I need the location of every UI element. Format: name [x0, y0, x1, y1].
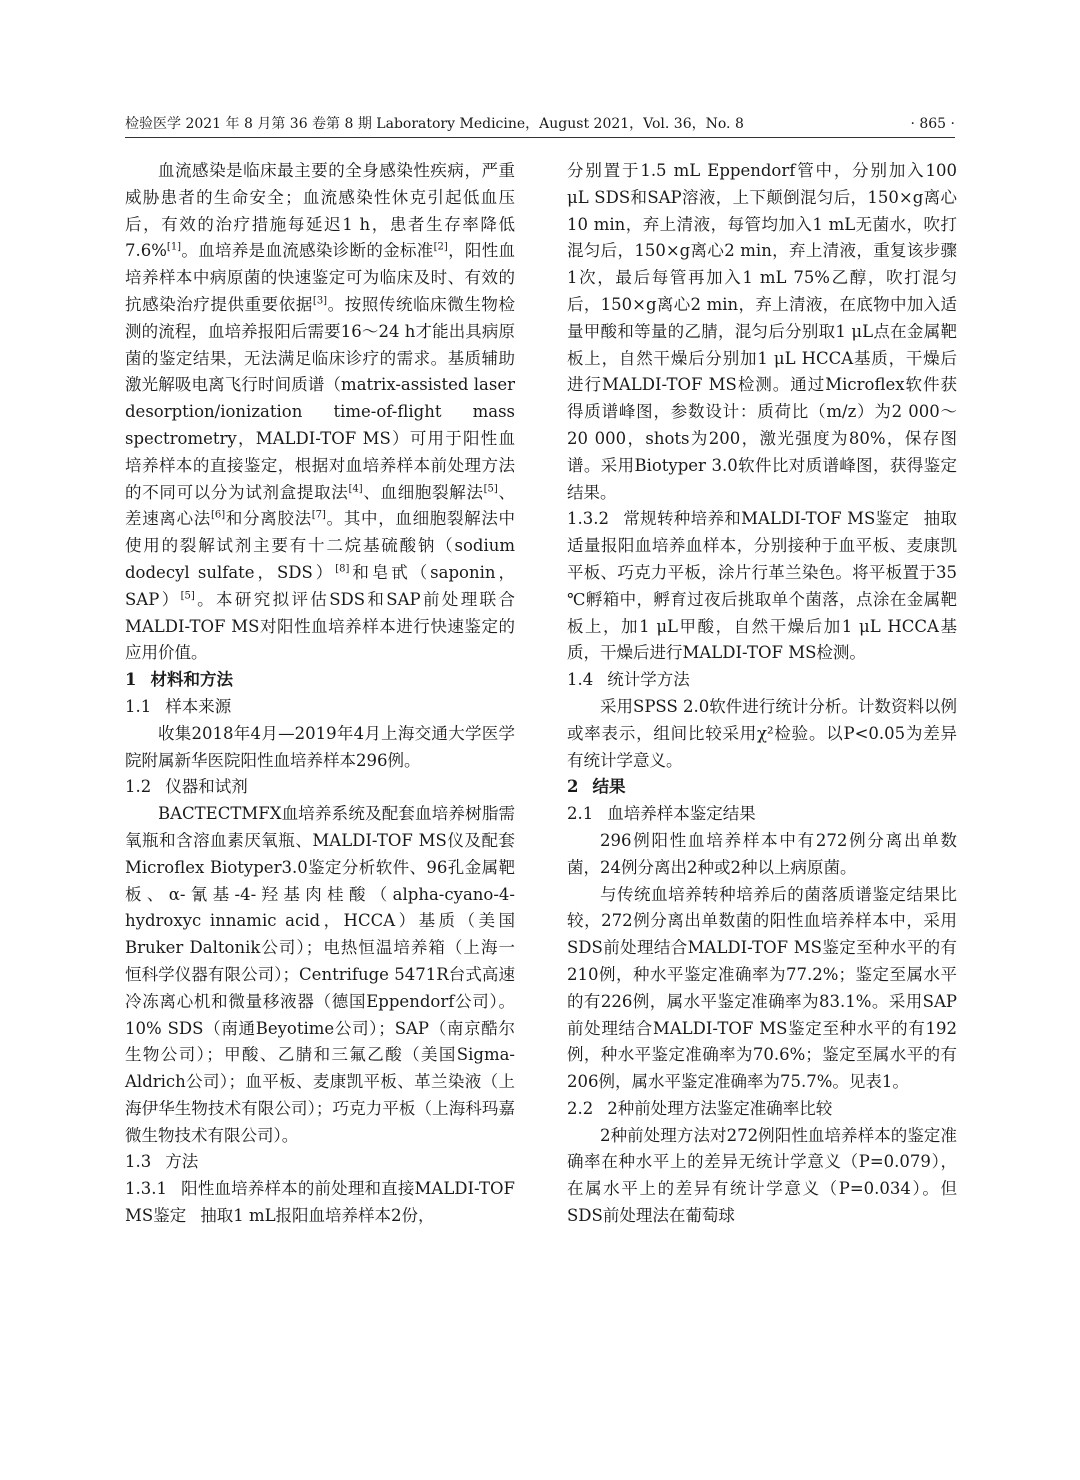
journal-citation: 检验医学 2021 年 8 月第 36 卷第 8 期 Laboratory Medicine，August 2021，Vol. 36，No. 8	[125, 116, 744, 132]
citation-ref: [7]	[311, 509, 326, 521]
intro-text: 血流感染是临床最主要的全身感染性疾病，严重威胁患者的生命安全；血流感染性休克引起低血压后，有效的治疗措施每延迟1 h，患者生存率降低7.6%	[125, 161, 515, 261]
section-title: 血培养样本鉴定结果	[607, 804, 756, 824]
section-title: 统计学方法	[607, 670, 690, 690]
intro-text: 和分离胶法	[225, 509, 312, 529]
section-number: 1.4	[567, 670, 594, 690]
section-title: 结果	[592, 777, 626, 797]
citation-ref: [8]	[335, 563, 350, 575]
section-number: 2.1	[567, 804, 594, 824]
section-title: 2种前处理方法鉴定准确率比较	[607, 1098, 833, 1118]
paragraph-1-3-1-cont: 分别置于1.5 mL Eppendorf管中，分别加入100 μL SDS和SAP溶液，上下颠倒混匀后，150×g离心10 min，弃上清液，每管均加入1 mL无菌水，吹打混匀后，150×g离心2 min，弃上清液，重复该步骤1次，最后每管再加入1 mL 75%乙醇，吹打混匀后，150×g离心2 min，弃上清液，在底物中加入适量甲酸和等量的乙腈，混匀后分别取1 μL点在金属靶板上，自然干燥后分别加1 μL HCCA基质，干燥后进行MALDI-TOF MS检测。通过Microflex软件获得质谱峰图，参数设计：质荷比（m/z）为2 000～20 000，shots为200，激光强度为80%，保存图谱。采用Biotyper 3.0软件比对质谱峰图，获得鉴定结果。	[567, 161, 957, 502]
section-title: 阳性血培养样本的前处理和直接MALDI-TOF MS鉴定	[125, 1179, 515, 1226]
section-title: 样本来源	[165, 696, 232, 716]
section-title: 材料和方法	[150, 670, 233, 690]
intro-text: 。其中，血细胞裂解法中使用的裂解试剂主要有十二烷基硫酸钠（sodium dodecyl sulfate，SDS）	[125, 509, 516, 582]
intro-text: 、差速离心法	[125, 482, 516, 529]
subsection-heading-2-1	[567, 801, 957, 828]
section-number: 1.3	[125, 1152, 152, 1172]
header-rule	[125, 137, 955, 138]
paragraph-1-1: 收集2018年4月—2019年4月上海交通大学医学院附属新华医院阳性血培养样本296例。	[125, 723, 515, 770]
citation-ref: [2]	[433, 241, 448, 253]
section-heading-2	[567, 774, 957, 801]
intro-text: 。按照传统临床微生物检测的流程，血培养报阳后需要16～24 h才能出具病原菌的鉴定结果，无法满足临床诊疗的需求。基质辅助激光解吸电离飞行时间质谱（matrix-assisted laser desorption/ionization time-of-flight mass spectrometry，MALDI-TOF MS）可用于阳性血培养样本的直接鉴定，根据对血培养样本前处理方法的不同可以分为试剂盒提取法	[125, 294, 516, 502]
intro-text: 和皂甙（saponin，SAP）	[125, 562, 515, 609]
subsection-heading-1-3-2	[567, 506, 957, 667]
paragraph-2-2: 2种前处理方法对272例阳性血培养样本的鉴定准确率在种水平上的差异无统计学意义（P=0.079），在属水平上的差异有统计学意义（P=0.034）。但SDS前处理法在葡萄球	[567, 1125, 957, 1226]
paragraph-text: 抽取适量报阳血培养血样本，分别接种于血平板、麦康凯平板、巧克力平板，涂片行革兰染色。将平板置于35 ℃孵箱中，孵育过夜后挑取单个菌落，点涂在金属靶板上，加1 μL甲酸，自然干燥后加1 μL HCCA基质，干燥后进行MALDI-TOF MS检测。	[567, 509, 957, 663]
citation-ref: [5]	[483, 483, 498, 495]
running-header	[125, 114, 955, 136]
section-heading-1	[125, 667, 515, 694]
section-title: 方法	[165, 1152, 199, 1172]
paragraph-1-4: 采用SPSS 2.0软件进行统计分析。计数资料以例或率表示，组间比较采用χ²检验。以P<0.05为差异有统计学意义。	[567, 696, 957, 770]
section-number: 1	[125, 670, 137, 690]
citation-ref: [1]	[166, 241, 182, 253]
page-number: · 865 ·	[910, 116, 955, 132]
intro-text: 。本研究拟评估SDS和SAP前处理联合MALDI-TOF MS对阳性血培养样本进行快速鉴定的应用价值。	[125, 589, 515, 663]
subsection-heading-1-1	[125, 694, 515, 721]
subsection-heading-2-2	[567, 1096, 957, 1123]
section-number: 1.2	[125, 777, 152, 797]
intro-text: ，阳性血培养样本中病原菌的快速鉴定可为临床及时、有效的抗感染治疗提供重要依据	[125, 241, 516, 314]
section-title: 常规转种培养和MALDI-TOF MS鉴定	[622, 509, 910, 529]
citation-ref: [3]	[312, 295, 328, 307]
paragraph-text: 抽取1 mL报阳血培养样本2份，	[200, 1206, 435, 1226]
section-title: 仪器和试剂	[165, 777, 248, 797]
citation-ref: [4]	[348, 483, 363, 495]
subsection-heading-1-4	[567, 667, 957, 694]
left-column	[125, 158, 515, 1230]
section-number: 1.1	[125, 696, 152, 716]
citation-ref: [6]	[210, 509, 226, 521]
intro-text: 、血细胞裂解法	[362, 482, 484, 502]
paragraph-2-1-b: 与传统血培养转种培养后的菌落质谱鉴定结果比较，272例分离出单数菌的阳性血培养样本中，采用SDS前处理结合MALDI-TOF MS鉴定至种水平的有210例，种水平鉴定准确率为77.2%；鉴定至属水平的有226例，属水平鉴定准确率为83.1%。采用SAP前处理结合MALDI-TOF MS鉴定至种水平的有192例，种水平鉴定准确率为70.6%；鉴定至属水平的有206例，属水平鉴定准确率为75.7%。见表1。	[567, 884, 957, 1092]
right-column	[567, 158, 957, 1230]
section-number: 2	[567, 777, 579, 797]
subsection-heading-1-3	[125, 1149, 515, 1176]
section-number: 1.3.1	[125, 1179, 167, 1199]
paragraph-1-2: BACTECTMFX血培养系统及配套血培养树脂需氧瓶和含溶血素厌氧瓶、MALDI-TOF MS仪及配套Microflex Biotyper3.0鉴定分析软件、96孔金属靶板、α-氰基-4-羟基肉桂酸（alpha-cyano-4-hydroxyc innamic acid，HCCA）基质（美国Bruker Daltonik公司）；电热恒温培养箱（上海一恒科学仪器有限公司）；Centrifuge 5471R台式高速冷冻离心机和微量移液器（德国Eppendorf公司）。10% SDS（南通Beyotime公司）；SAP（南京酷尔生物公司）；甲酸、乙腈和三氟乙酸（美国Sigma-Aldrich公司）；血平板、麦康凯平板、革兰染液（上海伊华生物技术有限公司）；巧克力平板（上海科玛嘉微生物技术有限公司）。	[125, 804, 515, 1145]
subsection-heading-1-3-1	[125, 1176, 515, 1230]
intro-paragraph	[125, 158, 515, 667]
section-number: 1.3.2	[567, 509, 609, 529]
section-number: 2.2	[567, 1098, 594, 1118]
paragraph-2-1-a: 296例阳性血培养样本中有272例分离出单数菌，24例分离出2种或2种以上病原菌。	[567, 830, 957, 877]
intro-text: 。血培养是血流感染诊断的金标准	[181, 241, 434, 261]
subsection-heading-1-2	[125, 774, 515, 801]
citation-ref: [5]	[180, 590, 195, 602]
